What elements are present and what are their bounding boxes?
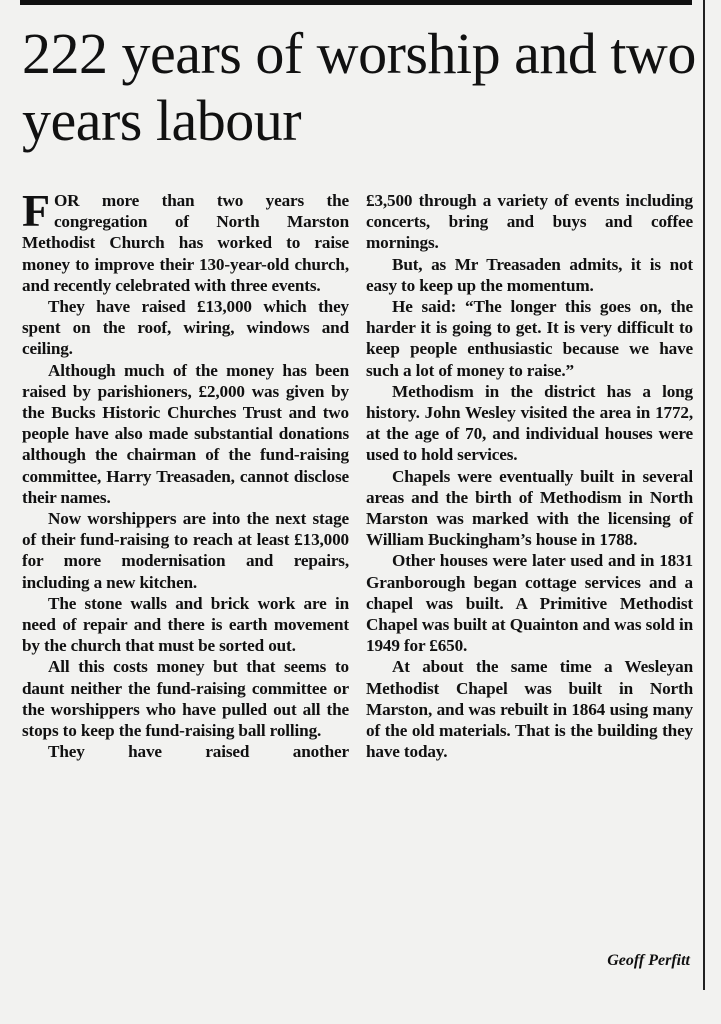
- paragraph: Other houses were later used and in 1831 Granborough began cottage services and a chapel was built. A Primitive Methodist Chapel was built at Quainton and was sold in 1949 for £650.: [366, 551, 693, 656]
- paragraph: Although much of the money has been raised by parishioners, £2,000 was given by the Bucks Historic Churches Trust and two people have also made substantial donations although the chairman of the fund-raising committee, Harry Treasaden, cannot disclose their names.: [22, 360, 349, 507]
- drop-cap: F: [22, 185, 50, 236]
- headline: 222 years of worship and two years labour: [22, 21, 696, 153]
- paragraph: FOR more than two years the congregation of North Marston Methodist Church has worked to raise money to improve their 130-year-old church, and recently celebrated with three events.: [22, 185, 349, 295]
- paragraph: At about the same time a Wesleyan Methodist Chapel was built in North Marston, and was rebuilt in 1864 using many of the old materials. That is the building they have today.: [366, 657, 693, 762]
- paragraph: Now worshippers are into the next stage of their fund-raising to reach at least £13,000 for more modernisation and repairs, including a new kitchen.: [22, 509, 349, 592]
- paragraph: Chapels were eventually built in several areas and the birth of Methodism in North Marston was marked with the licensing of William Buckingham’s house in 1788.: [366, 466, 693, 550]
- paragraph: They have raised £13,000 which they spent on the roof, wiring, windows and ceiling.: [22, 297, 349, 359]
- top-rule: [20, 0, 692, 5]
- paragraph: They have raised another: [48, 742, 349, 762]
- byline: Geoff Perfitt: [607, 952, 690, 969]
- column-rule: [703, 0, 705, 990]
- article-column-1: [22, 185, 349, 762]
- paragraph: The stone walls and brick work are in need of repair and there is earth movement by the church that must be sorted out.: [22, 593, 349, 656]
- paragraph: He said: “The longer this goes on, the harder it is going to get. It is very difficult to keep people enthusiastic because we have such a lot of money to raise.”: [366, 297, 693, 380]
- paragraph: Methodism in the district has a long history. John Wesley visited the area in 1772, at the age of 70, and individual houses were used to hold services.: [366, 381, 693, 465]
- paragraph: £3,500 through a variety of events including concerts, bring and buys and coffee mornings.: [366, 191, 693, 253]
- article-column-2: [366, 190, 693, 762]
- paragraph: All this costs money but that seems to daunt neither the fund-raising committee or the worshippers who have pulled out all the stops to keep the fund-raising ball rolling.: [22, 657, 349, 741]
- paragraph: But, as Mr Treasaden admits, it is not easy to keep up the momentum.: [366, 254, 693, 295]
